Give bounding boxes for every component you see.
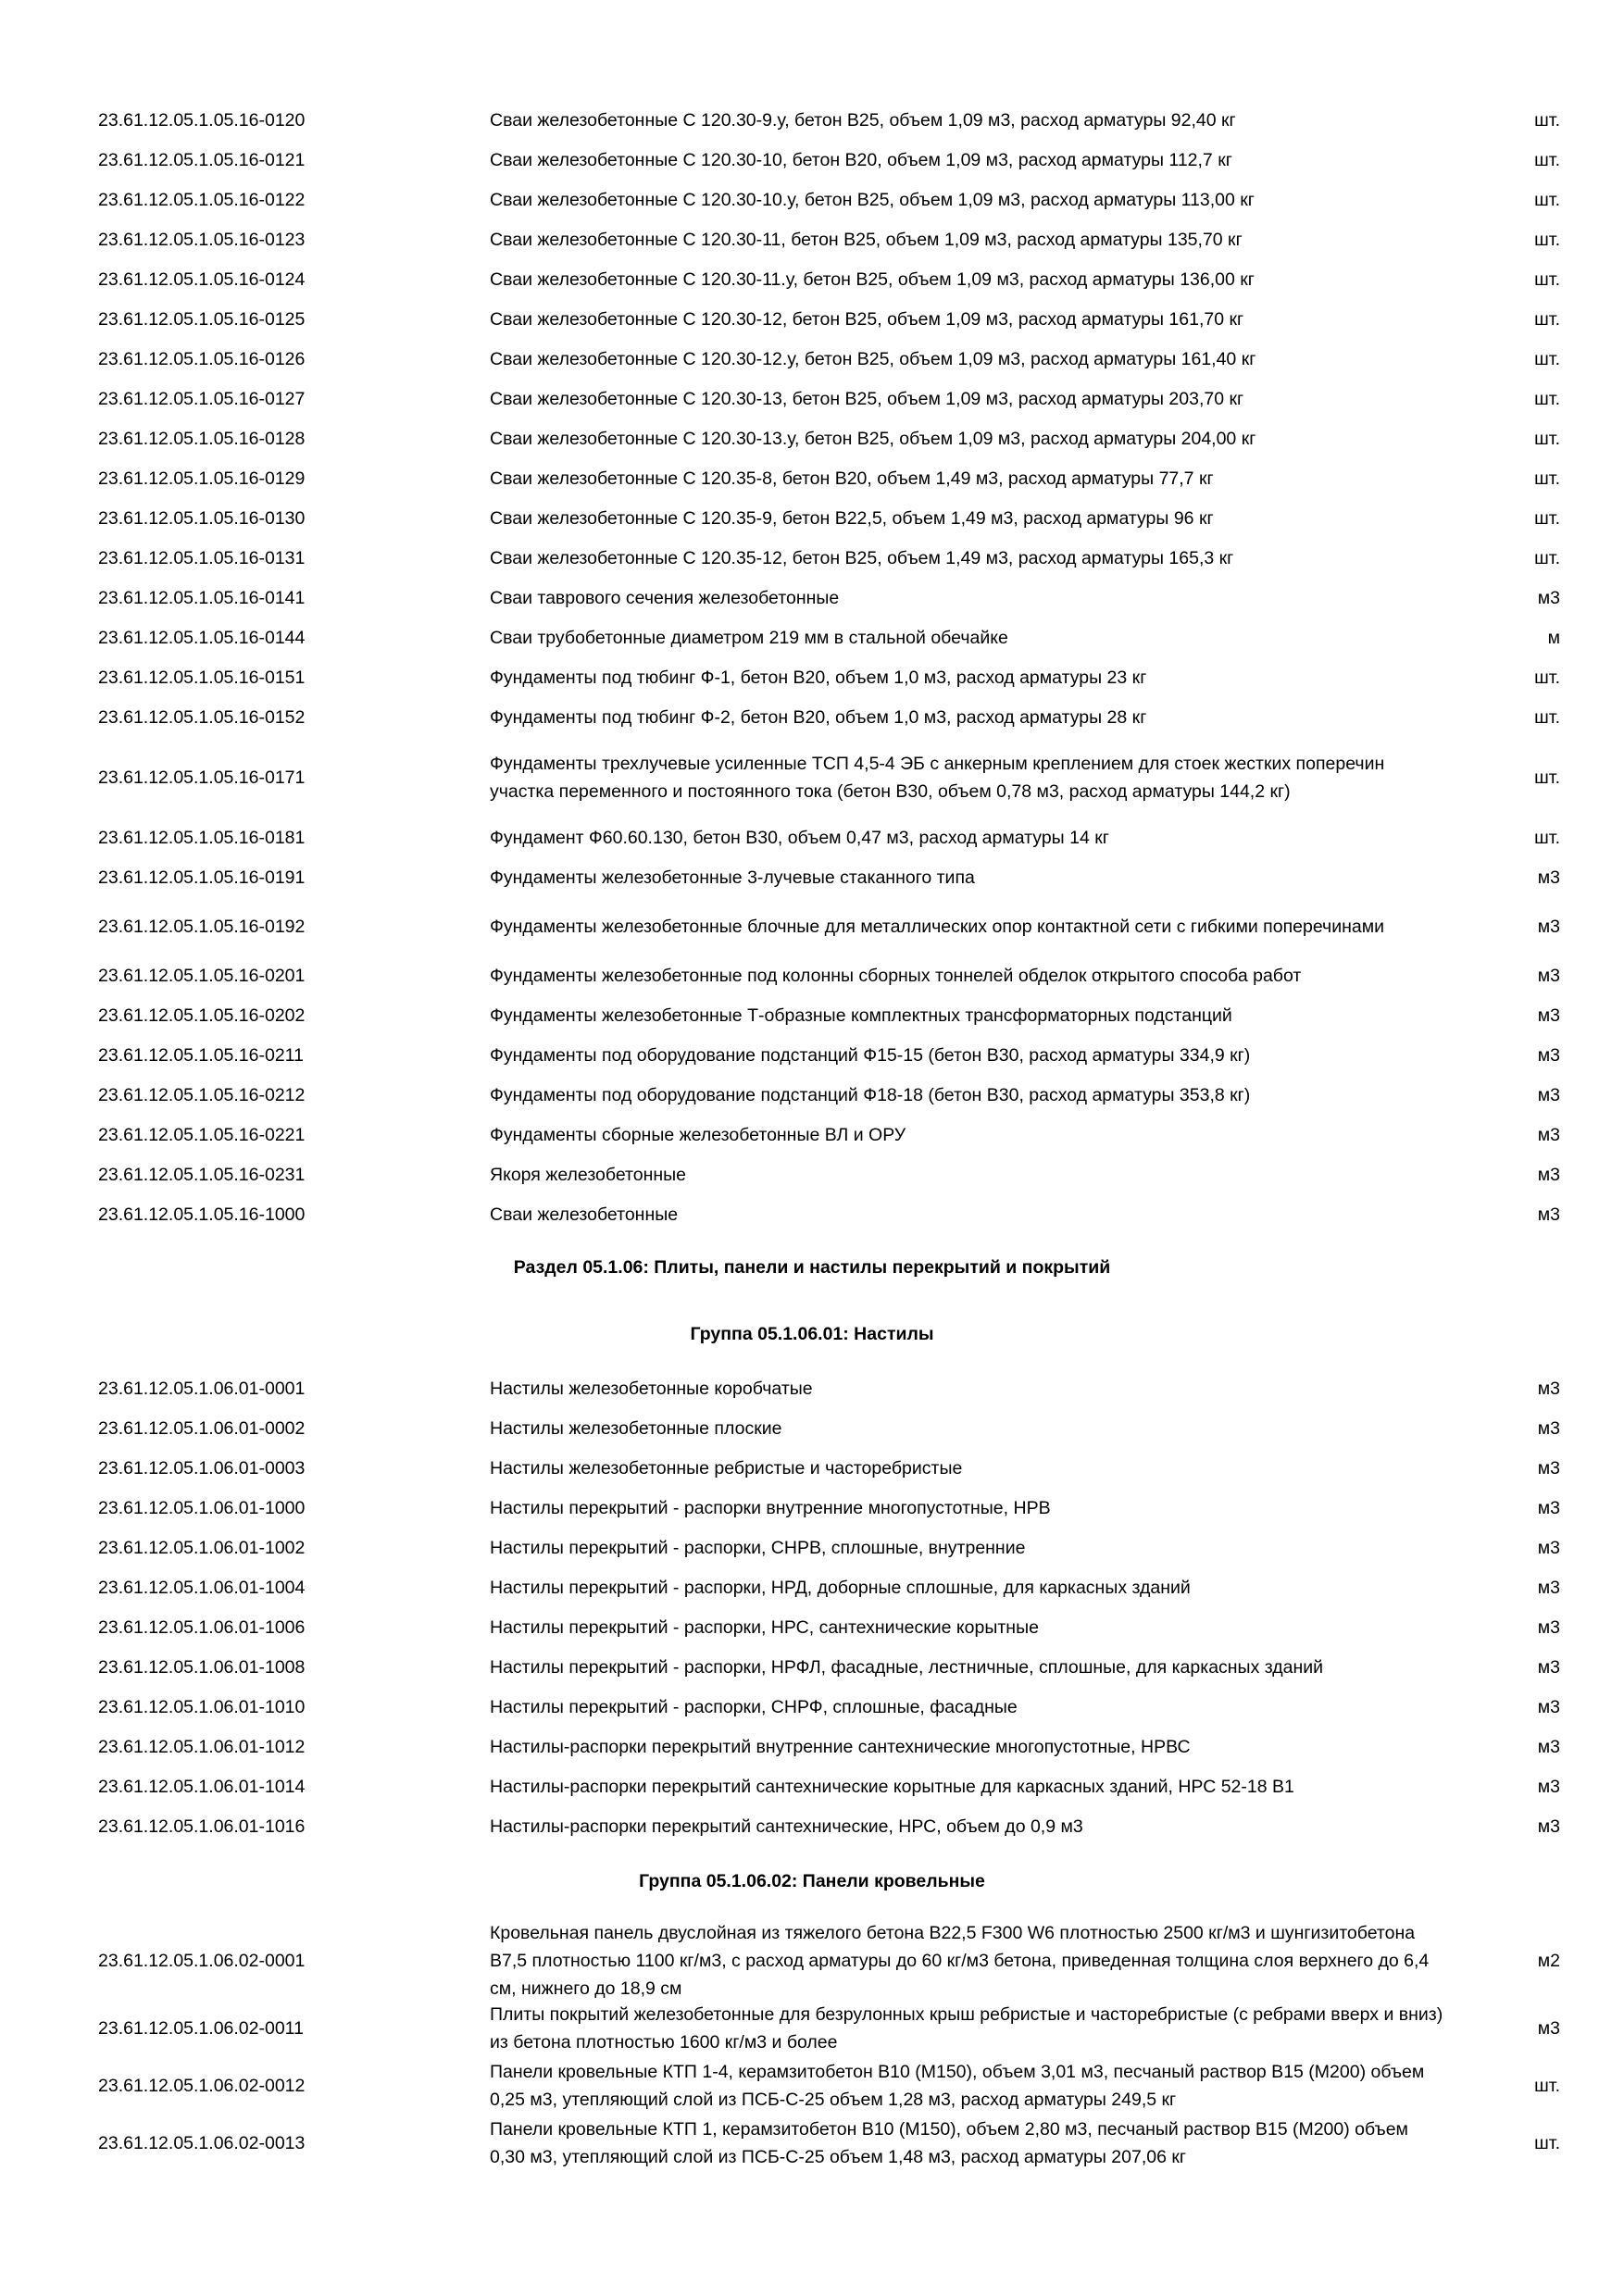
table-row bbox=[0, 1614, 1624, 1641]
table-row bbox=[0, 146, 1624, 174]
item-name: Сваи железобетонные С 120.35-9, бетон В22,5, объем 1,49 м3, расход арматуры 96 кг bbox=[490, 508, 1214, 529]
item-unit: м3 bbox=[1537, 1538, 1560, 1558]
item-unit: шт. bbox=[1534, 767, 1560, 788]
item-unit: шт. bbox=[1534, 2133, 1560, 2153]
item-name: Сваи железобетонные С 120.30-12.у, бетон В25, объем 1,09 м3, расход арматуры 161,40 кг bbox=[490, 349, 1256, 369]
item-unit: шт. bbox=[1534, 269, 1560, 290]
item-name: Настилы перекрытий - распорки внутренние многопустотные, НРВ bbox=[490, 1498, 1051, 1518]
table-row bbox=[0, 505, 1624, 532]
table-row bbox=[0, 1375, 1624, 1403]
table-row bbox=[0, 2115, 1624, 2171]
table-row bbox=[0, 1653, 1624, 1681]
item-name: Сваи таврового сечения железобетонные bbox=[490, 588, 840, 608]
item-code: 23.61.12.05.1.06.01-1002 bbox=[98, 1538, 306, 1558]
item-code: 23.61.12.05.1.05.16-0212 bbox=[98, 1085, 306, 1105]
item-code: 23.61.12.05.1.05.16-0171 bbox=[98, 767, 306, 788]
item-code: 23.61.12.05.1.05.16-0124 bbox=[98, 269, 306, 290]
item-unit: шт. bbox=[1534, 668, 1560, 688]
item-name: Фундаменты под тюбинг Ф-1, бетон В20, объем 1,0 м3, расход арматуры 23 кг bbox=[490, 668, 1147, 688]
item-code: 23.61.12.05.1.06.01-1016 bbox=[98, 1816, 306, 1837]
item-code: 23.61.12.05.1.05.16-0122 bbox=[98, 190, 306, 210]
item-unit: м3 bbox=[1537, 2018, 1560, 2039]
item-name: Настилы перекрытий - распорки, НРД, доборные сплошные, для каркасных зданий bbox=[490, 1578, 1191, 1598]
item-unit: м3 bbox=[1537, 1418, 1560, 1439]
item-name: Сваи железобетонные С 120.30-11, бетон В25, объем 1,09 м3, расход арматуры 135,70 кг bbox=[490, 230, 1243, 250]
item-name: Настилы перекрытий - распорки, СНРВ, сплошные, внутренние bbox=[490, 1538, 1026, 1558]
item-code: 23.61.12.05.1.06.02-0011 bbox=[98, 2018, 304, 2039]
item-name: Фундаменты под оборудование подстанций Ф15-15 (бетон В30, расход арматуры 334,9 кг) bbox=[490, 1045, 1251, 1066]
item-name: Фундаменты железобетонные 3-лучевые стаканного типа bbox=[490, 867, 975, 888]
table-row bbox=[0, 624, 1624, 652]
item-code: 23.61.12.05.1.05.16-1000 bbox=[98, 1204, 306, 1225]
group-heading: Группа 05.1.06.02: Панели кровельные bbox=[639, 1871, 985, 1891]
table-row bbox=[0, 1693, 1624, 1721]
item-name: Фундаменты под оборудование подстанций Ф18-18 (бетон В30, расход арматуры 353,8 кг) bbox=[490, 1085, 1251, 1105]
item-code: 23.61.12.05.1.05.16-0151 bbox=[98, 668, 306, 688]
item-name: Настилы железобетонные коробчатые bbox=[490, 1379, 813, 1399]
table-row bbox=[0, 425, 1624, 453]
item-unit: м3 bbox=[1537, 1498, 1560, 1518]
item-unit: шт. bbox=[1534, 349, 1560, 369]
item-code: 23.61.12.05.1.05.16-0201 bbox=[98, 966, 306, 986]
item-code: 23.61.12.05.1.06.01-1014 bbox=[98, 1777, 306, 1797]
item-unit: шт. bbox=[1534, 429, 1560, 449]
item-unit: шт. bbox=[1534, 2076, 1560, 2096]
item-unit: м3 bbox=[1537, 1578, 1560, 1598]
table-row bbox=[0, 1494, 1624, 1522]
item-name: Сваи железобетонные С 120.30-10, бетон В20, объем 1,09 м3, расход арматуры 112,7 кг bbox=[490, 150, 1232, 170]
item-name: Сваи железобетонные С 120.35-8, бетон В20, объем 1,49 м3, расход арматуры 77,7 кг bbox=[490, 468, 1214, 489]
item-name: Настилы-распорки перекрытий внутренние сантехнические многопустотные, НРВС bbox=[490, 1737, 1191, 1757]
item-unit: м3 bbox=[1537, 1204, 1560, 1225]
item-code: 23.61.12.05.1.06.01-1012 bbox=[98, 1737, 306, 1757]
item-unit: шт. bbox=[1534, 508, 1560, 529]
item-code: 23.61.12.05.1.05.16-0221 bbox=[98, 1125, 306, 1145]
item-code: 23.61.12.05.1.05.16-0152 bbox=[98, 707, 306, 728]
item-name: Настилы железобетонные плоские bbox=[490, 1418, 782, 1439]
table-row bbox=[0, 736, 1624, 819]
table-row bbox=[0, 385, 1624, 413]
table-row bbox=[0, 1201, 1624, 1229]
item-code: 23.61.12.05.1.06.01-0002 bbox=[98, 1418, 306, 1439]
table-row bbox=[0, 465, 1624, 493]
section-heading: Раздел 05.1.06: Плиты, панели и настилы перекрытий и покрытий bbox=[513, 1257, 1111, 1278]
item-unit: м bbox=[1547, 628, 1560, 648]
item-name: Панели кровельные КТП 1-4, керамзитобетон В10 (М150), объем 3,01 м3, песчаный раствор В15 (М200) объем 0,25 м3, утепляющий слой из ПСБ-С-25 объем 1,28 м3, расход арматуры 249,5 кг bbox=[490, 2062, 1425, 2110]
table-row bbox=[0, 1161, 1624, 1189]
table-row bbox=[0, 106, 1624, 134]
table-row bbox=[0, 1415, 1624, 1442]
table-row bbox=[0, 2001, 1624, 2056]
item-code: 23.61.12.05.1.06.02-0013 bbox=[98, 2133, 306, 2153]
table-row bbox=[0, 1454, 1624, 1482]
item-unit: шт. bbox=[1534, 389, 1560, 409]
table-row bbox=[0, 824, 1624, 852]
item-name: Сваи железобетонные С 120.30-10.у, бетон В25, объем 1,09 м3, расход арматуры 113,00 кг bbox=[490, 190, 1255, 210]
table-row bbox=[0, 1042, 1624, 1069]
item-code: 23.61.12.05.1.06.01-1000 bbox=[98, 1498, 306, 1518]
item-name: Сваи железобетонные С 120.30-13, бетон В25, объем 1,09 м3, расход арматуры 203,70 кг bbox=[490, 389, 1244, 409]
item-code: 23.61.12.05.1.06.02-0012 bbox=[98, 2076, 306, 2096]
item-code: 23.61.12.05.1.06.01-1004 bbox=[98, 1578, 306, 1598]
item-name: Фундаменты сборные железобетонные ВЛ и ОРУ bbox=[490, 1125, 906, 1145]
item-name: Настилы перекрытий - распорки, СНРФ, сплошные, фасадные bbox=[490, 1697, 1018, 1717]
item-code: 23.61.12.05.1.05.16-0123 bbox=[98, 230, 306, 250]
item-code: 23.61.12.05.1.05.16-0191 bbox=[98, 867, 306, 888]
item-code: 23.61.12.05.1.05.16-0141 bbox=[98, 588, 306, 608]
item-name: Фундаменты железобетонные блочные для металлических опор контактной сети с гибкими поперечинами bbox=[490, 917, 1385, 937]
item-unit: м3 bbox=[1537, 1165, 1560, 1185]
item-name: Сваи трубобетонные диаметром 219 мм в стальной обечайке bbox=[490, 628, 1008, 648]
item-unit: м2 bbox=[1537, 1951, 1560, 1971]
table-row bbox=[0, 1534, 1624, 1562]
item-name: Сваи железобетонные С 120.30-11.у, бетон В25, объем 1,09 м3, расход арматуры 136,00 кг bbox=[490, 269, 1255, 290]
table-row bbox=[0, 864, 1624, 892]
table-row bbox=[0, 1574, 1624, 1602]
table-row bbox=[0, 664, 1624, 692]
item-unit: м3 bbox=[1537, 1085, 1560, 1105]
item-code: 23.61.12.05.1.05.16-0128 bbox=[98, 429, 306, 449]
item-unit: м3 bbox=[1537, 1657, 1560, 1678]
item-name: Якоря железобетонные bbox=[490, 1165, 686, 1185]
item-name: Настилы перекрытий - распорки, НРС, сантехнические корытные bbox=[490, 1617, 1039, 1638]
table-row bbox=[0, 544, 1624, 572]
table-row bbox=[0, 266, 1624, 293]
item-unit: м3 bbox=[1537, 1379, 1560, 1399]
item-code: 23.61.12.05.1.05.16-0181 bbox=[98, 828, 306, 848]
item-code: 23.61.12.05.1.05.16-0131 bbox=[98, 548, 306, 568]
item-unit: м3 bbox=[1537, 1005, 1560, 1026]
item-unit: м3 bbox=[1537, 1458, 1560, 1479]
item-code: 23.61.12.05.1.05.16-0127 bbox=[98, 389, 306, 409]
item-code: 23.61.12.05.1.05.16-0129 bbox=[98, 468, 306, 489]
table-row bbox=[0, 1919, 1624, 2003]
item-code: 23.61.12.05.1.06.01-0003 bbox=[98, 1458, 306, 1479]
item-unit: м3 bbox=[1537, 1777, 1560, 1797]
item-name: Сваи железобетонные С 120.30-9.у, бетон В25, объем 1,09 м3, расход арматуры 92,40 кг bbox=[490, 110, 1236, 131]
item-code: 23.61.12.05.1.06.01-0001 bbox=[98, 1379, 306, 1399]
item-unit: шт. bbox=[1534, 230, 1560, 250]
item-code: 23.61.12.05.1.05.16-0211 bbox=[98, 1045, 304, 1066]
item-name: Сваи железобетонные bbox=[490, 1204, 679, 1225]
item-unit: м3 bbox=[1537, 1816, 1560, 1837]
item-unit: м3 bbox=[1537, 1125, 1560, 1145]
item-name: Фундаменты железобетонные под колонны сборных тоннелей обделок открытого способа работ bbox=[490, 966, 1302, 986]
item-code: 23.61.12.05.1.06.01-1010 bbox=[98, 1697, 306, 1717]
item-unit: м3 bbox=[1537, 1045, 1560, 1066]
item-name: Фундаменты под тюбинг Ф-2, бетон В20, объем 1,0 м3, расход арматуры 28 кг bbox=[490, 707, 1147, 728]
item-name: Сваи железобетонные С 120.30-13.у, бетон В25, объем 1,09 м3, расход арматуры 204,00 кг bbox=[490, 429, 1256, 449]
table-row bbox=[0, 899, 1624, 955]
item-unit: шт. bbox=[1534, 828, 1560, 848]
item-code: 23.61.12.05.1.05.16-0202 bbox=[98, 1005, 306, 1026]
item-name: Кровельная панель двуслойная из тяжелого бетона В22,5 F300 W6 плотностью 2500 кг/м3 и шунгизитобетона В7,5 плотностью 1100 кг/м3, с расход арматуры до 60 кг/м3 бетона, приведенная толщина слоя верхнего до 6,4 см, нижнего до 18,9 см bbox=[490, 1923, 1430, 1999]
item-name: Фундаменты железобетонные Т-образные комплектных трансформаторных подстанций bbox=[490, 1005, 1232, 1026]
table-row bbox=[0, 226, 1624, 254]
table-row bbox=[0, 345, 1624, 373]
item-code: 23.61.12.05.1.05.16-0231 bbox=[98, 1165, 306, 1185]
item-name: Настилы-распорки перекрытий сантехнические корытные для каркасных зданий, НРС 52-18 В1 bbox=[490, 1777, 1294, 1797]
item-code: 23.61.12.05.1.05.16-0126 bbox=[98, 349, 306, 369]
item-unit: м3 bbox=[1537, 1617, 1560, 1638]
item-unit: шт. bbox=[1534, 548, 1560, 568]
item-name: Настилы железобетонные ребристые и часторебристые bbox=[490, 1458, 963, 1479]
item-code: 23.61.12.05.1.05.16-0121 bbox=[98, 150, 306, 170]
item-unit: шт. bbox=[1534, 309, 1560, 330]
item-name: Настилы перекрытий - распорки, НРФЛ, фасадные, лестничные, сплошные, для каркасных зданий bbox=[490, 1657, 1324, 1678]
table-row bbox=[0, 306, 1624, 333]
item-code: 23.61.12.05.1.05.16-0130 bbox=[98, 508, 306, 529]
item-unit: м3 bbox=[1537, 867, 1560, 888]
table-row bbox=[0, 1081, 1624, 1109]
table-row bbox=[0, 186, 1624, 214]
item-unit: м3 bbox=[1537, 1697, 1560, 1717]
item-code: 23.61.12.05.1.05.16-0120 bbox=[98, 110, 306, 131]
item-unit: м3 bbox=[1537, 966, 1560, 986]
table-row bbox=[0, 2058, 1624, 2114]
table-row bbox=[0, 704, 1624, 731]
item-code: 23.61.12.05.1.05.16-0192 bbox=[98, 917, 306, 937]
item-unit: м3 bbox=[1537, 1737, 1560, 1757]
item-unit: шт. bbox=[1534, 150, 1560, 170]
item-code: 23.61.12.05.1.06.01-1006 bbox=[98, 1617, 306, 1638]
item-name: Панели кровельные КТП 1, керамзитобетон В10 (М150), объем 2,80 м3, песчаный раствор В15 (М200) объем 0,30 м3, утепляющий слой из ПСБ-С-25 объем 1,48 м3, расход арматуры 207,06 кг bbox=[490, 2119, 1408, 2167]
item-code: 23.61.12.05.1.05.16-0144 bbox=[98, 628, 306, 648]
item-name: Сваи железобетонные С 120.30-12, бетон В25, объем 1,09 м3, расход арматуры 161,70 кг bbox=[490, 309, 1244, 330]
item-unit: шт. bbox=[1534, 110, 1560, 131]
table-row bbox=[0, 1121, 1624, 1149]
table-row bbox=[0, 1733, 1624, 1761]
item-name: Плиты покрытий железобетонные для безрулонных крыш ребристые и часторебристые (с ребрами вверх и вниз) из бетона плотностью 1600 кг/м3 и более bbox=[490, 2004, 1443, 2053]
table-row bbox=[0, 1773, 1624, 1801]
table-row bbox=[0, 1002, 1624, 1029]
item-unit: шт. bbox=[1534, 468, 1560, 489]
item-code: 23.61.12.05.1.05.16-0125 bbox=[98, 309, 306, 330]
item-name: Настилы-распорки перекрытий сантехнические, НРС, объем до 0,9 м3 bbox=[490, 1816, 1083, 1837]
table-row bbox=[0, 1813, 1624, 1841]
item-unit: м3 bbox=[1537, 917, 1560, 937]
item-code: 23.61.12.05.1.06.02-0001 bbox=[98, 1951, 306, 1971]
table-row bbox=[0, 584, 1624, 612]
item-name: Сваи железобетонные С 120.35-12, бетон В25, объем 1,49 м3, расход арматуры 165,3 кг bbox=[490, 548, 1234, 568]
table-row bbox=[0, 962, 1624, 990]
item-unit: шт. bbox=[1534, 707, 1560, 728]
item-name: Фундаменты трехлучевые усиленные ТСП 4,5-4 ЭБ с анкерным креплением для стоек жестких поперечин участка переменного и постоянного тока (бетон В30, объем 0,78 м3, расход арматуры 144,2 кг) bbox=[490, 754, 1385, 802]
item-name: Фундамент Ф60.60.130, бетон В30, объем 0,47 м3, расход арматуры 14 кг bbox=[490, 828, 1109, 848]
item-unit: шт. bbox=[1534, 190, 1560, 210]
item-unit: м3 bbox=[1537, 588, 1560, 608]
group-heading: Группа 05.1.06.01: Настилы bbox=[690, 1324, 934, 1344]
item-code: 23.61.12.05.1.06.01-1008 bbox=[98, 1657, 306, 1678]
